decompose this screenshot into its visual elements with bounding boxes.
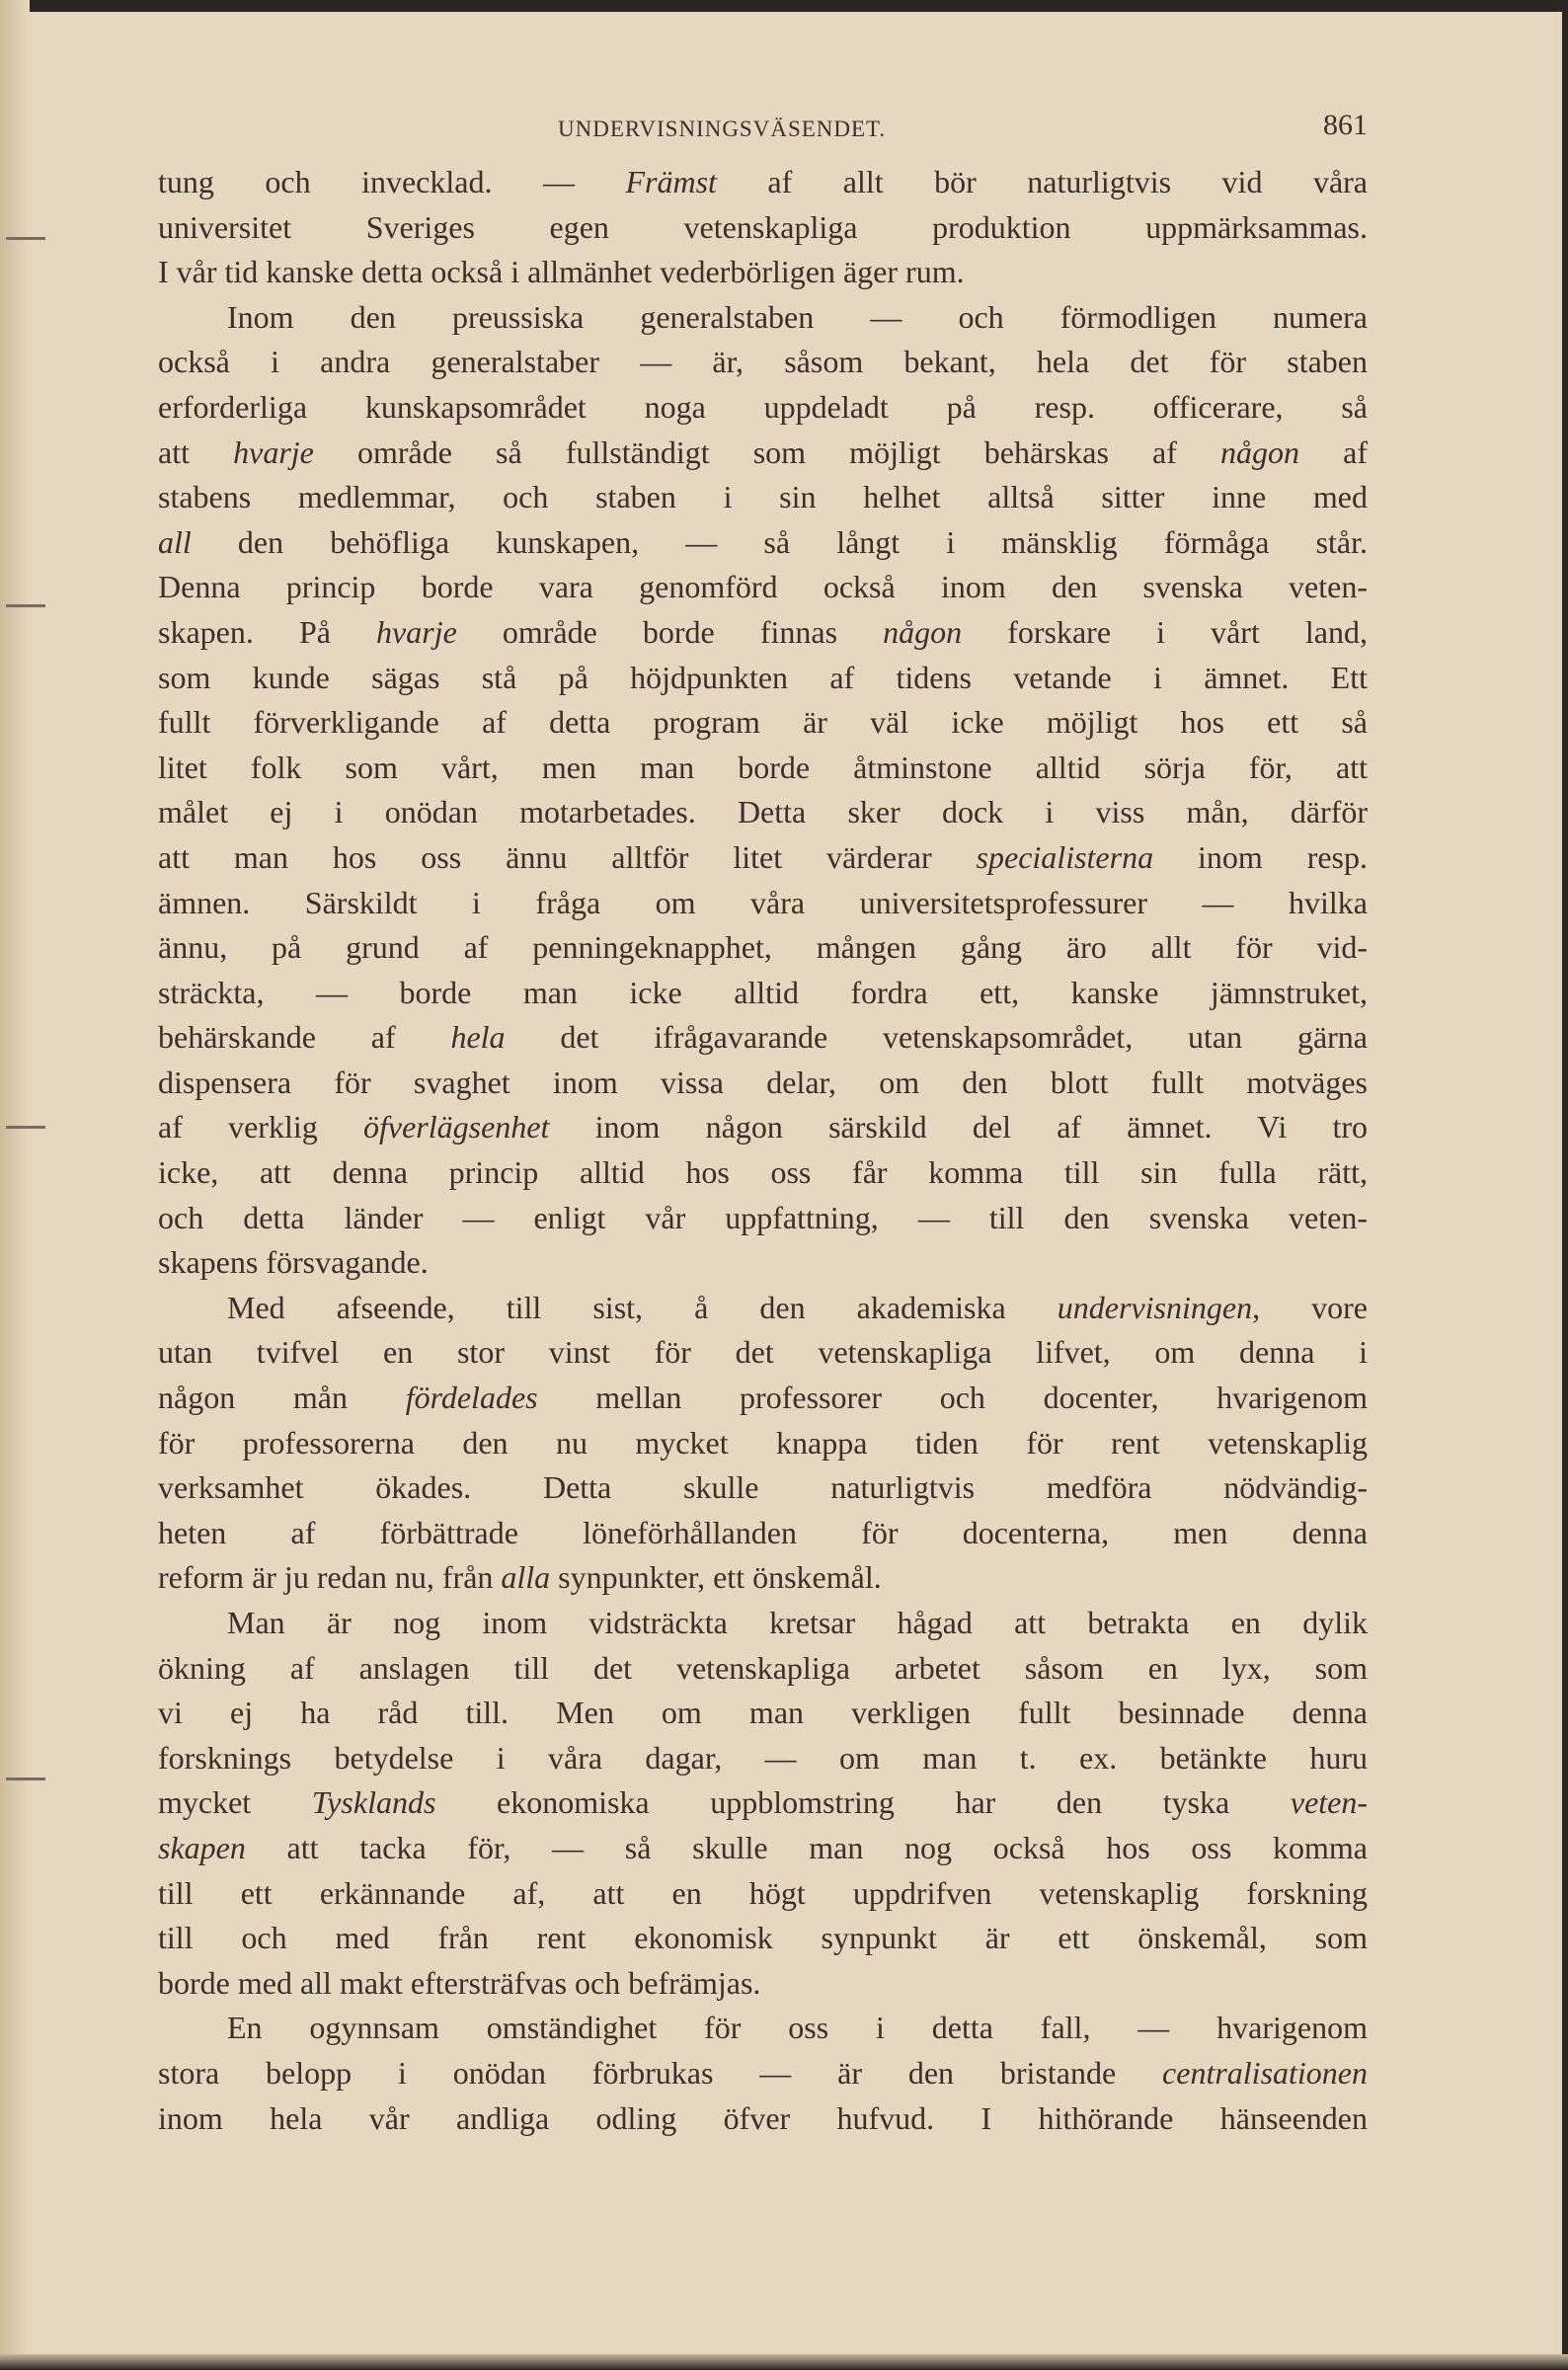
scan-right-border bbox=[1562, 0, 1568, 2370]
text-line bbox=[158, 1511, 1368, 1556]
text-segment: heten af förbättrade löneförhållanden för docenterna, men denna bbox=[158, 1514, 1368, 1550]
text-segment: det ifrågavarande vetenskapsområdet, utan gärna bbox=[505, 1019, 1368, 1056]
text-line bbox=[158, 205, 1368, 251]
text-segment: för professorerna den nu mycket knappa tiden för rent vetenskaplig bbox=[158, 1424, 1368, 1461]
margin-mark bbox=[6, 1778, 45, 1780]
text-line bbox=[158, 1240, 1368, 1286]
text-segment: ekonomiska uppblomstring har den tyska bbox=[435, 1784, 1291, 1821]
italic-text: öfverlägsenhet bbox=[362, 1109, 550, 1146]
text-line bbox=[158, 250, 1368, 295]
text-segment: skapens försvagande. bbox=[158, 1244, 429, 1281]
text-segment: som kunde sägas stå på höjdpunkten af tidens vetande i ämnet. Ett bbox=[158, 659, 1368, 695]
text-line bbox=[158, 1601, 1368, 1646]
text-line bbox=[158, 1015, 1368, 1061]
text-segment: behärskande af bbox=[158, 1019, 451, 1056]
text-line bbox=[158, 1871, 1368, 1917]
text-segment: den behöfliga kunskapen, — så långt i mänsklig förmåga står. bbox=[191, 523, 1368, 560]
text-segment: målet ej i onödan motarbetades. Detta sker dock i viss mån, därför bbox=[158, 794, 1368, 830]
text-segment: Denna princip borde vara genomförd också inom den svenska veten- bbox=[158, 569, 1368, 605]
text-line bbox=[158, 1826, 1368, 1871]
italic-text: Främst bbox=[625, 164, 717, 199]
text-line bbox=[158, 1421, 1368, 1466]
text-line bbox=[158, 475, 1368, 520]
text-line bbox=[158, 1376, 1368, 1421]
text-line bbox=[158, 1736, 1368, 1781]
text-line bbox=[158, 1961, 1368, 2007]
text-segment: sträckta, — borde man icke alltid fordra ett, kanske jämnstruket, bbox=[158, 974, 1368, 1010]
italic-text: veten- bbox=[1290, 1784, 1368, 1821]
text-segment: till ett erkännande af, att en högt uppdrifven vetenskaplig forskning bbox=[158, 1874, 1368, 1911]
text-line bbox=[158, 1465, 1368, 1511]
text-segment: af bbox=[1299, 434, 1368, 470]
text-segment: erforderliga kunskapsområdet noga uppdeladt på resp. officerare, så bbox=[158, 388, 1368, 425]
text-segment: ökning af anslagen till det vetenskapliga arbetet såsom en lyx, som bbox=[158, 1649, 1368, 1686]
text-line bbox=[158, 971, 1368, 1016]
text-line bbox=[158, 925, 1368, 971]
text-line bbox=[158, 431, 1368, 476]
italic-text: fördelades bbox=[405, 1380, 538, 1416]
margin-mark bbox=[6, 1126, 45, 1129]
italic-text: hvarje bbox=[376, 613, 457, 650]
text-segment: af verklig bbox=[158, 1109, 363, 1146]
text-segment: inom någon särskild del af ämnet. Vi tro bbox=[549, 1109, 1368, 1146]
text-segment: af allt bör naturligtvis vid våra bbox=[716, 164, 1368, 199]
text-segment: universitet Sveriges egen vetenskapliga produktion uppmärksammas. bbox=[158, 208, 1368, 245]
text-segment: synpunkter, ett önskemål. bbox=[550, 1559, 882, 1596]
text-segment: vi ej ha råd till. Men om man verkligen fullt besinnade denna bbox=[158, 1695, 1368, 1731]
text-line bbox=[158, 1150, 1368, 1196]
text-line bbox=[158, 610, 1368, 656]
italic-text: hvarje bbox=[233, 434, 314, 470]
margin-mark bbox=[6, 604, 45, 607]
scan-top-border bbox=[0, 0, 1568, 12]
text-line bbox=[158, 700, 1368, 746]
text-line bbox=[158, 835, 1368, 881]
text-segment: område så fullständigt som möjligt behärskas af bbox=[313, 434, 1221, 470]
text-line bbox=[158, 1286, 1368, 1331]
text-segment: inom hela vår andliga odling öfver hufvud. I hithörande hänseenden bbox=[158, 2099, 1368, 2136]
text-line bbox=[158, 1330, 1368, 1376]
text-segment: tung och invecklad. — bbox=[158, 164, 626, 199]
book-page bbox=[158, 109, 1368, 2141]
text-segment: reform är ju redan nu, från bbox=[158, 1559, 502, 1596]
text-line bbox=[158, 1061, 1368, 1106]
italic-text: skapen bbox=[158, 1829, 246, 1865]
text-segment: att bbox=[158, 434, 234, 470]
text-segment: litet folk som vårt, men man borde åtminstone alltid sörja för, att bbox=[158, 749, 1368, 785]
scan-left-margin bbox=[0, 0, 30, 2370]
text-line bbox=[158, 656, 1368, 701]
text-line bbox=[158, 520, 1368, 566]
text-segment: icke, att denna princip alltid hos oss får komma till sin fulla rätt, bbox=[158, 1154, 1368, 1191]
text-segment: mellan professorer och docenter, hvarigenom bbox=[537, 1380, 1368, 1416]
text-segment: borde med all makt eftersträfvas och befrämjas. bbox=[158, 1964, 761, 2001]
text-segment: I vår tid kanske detta också i allmänhet vederbörligen äger rum. bbox=[158, 254, 965, 290]
italic-text: Tysklands bbox=[311, 1784, 436, 1821]
italic-text: centralisationen bbox=[1162, 2054, 1368, 2091]
text-line bbox=[158, 2006, 1368, 2051]
text-segment: inom resp. bbox=[1153, 838, 1368, 875]
page-number: 861 bbox=[1323, 109, 1368, 141]
italic-text: undervisningen bbox=[1057, 1289, 1253, 1325]
text-segment: någon mån bbox=[158, 1380, 406, 1416]
text-line bbox=[158, 1105, 1368, 1150]
text-line bbox=[158, 1196, 1368, 1241]
text-line bbox=[158, 746, 1368, 791]
text-segment: utan tvifvel en stor vinst för det vetenskapliga lifvet, om denna i bbox=[158, 1334, 1368, 1371]
text-line bbox=[158, 160, 1368, 205]
text-segment: mycket bbox=[158, 1784, 312, 1821]
italic-text: specialisterna bbox=[976, 838, 1154, 875]
text-segment: forsknings betydelse i våra dagar, — om man t. ex. betänkte huru bbox=[158, 1739, 1368, 1776]
text-segment: verksamhet ökades. Detta skulle naturligtvis medföra nödvändig- bbox=[158, 1469, 1368, 1506]
text-line bbox=[158, 565, 1368, 610]
text-segment: ännu, på grund af penningeknapphet, mången gång äro allt för vid- bbox=[158, 929, 1368, 966]
text-segment: och detta länder — enligt vår uppfattning, — till den svenska veten- bbox=[158, 1199, 1368, 1235]
italic-text: någon bbox=[883, 613, 963, 650]
text-segment: forskare i vårt land, bbox=[962, 613, 1368, 650]
italic-text: någon bbox=[1220, 434, 1300, 470]
text-segment: stora belopp i onödan förbrukas — är den bristande bbox=[158, 2054, 1163, 2091]
text-segment: , vore bbox=[1252, 1289, 1368, 1325]
text-line bbox=[158, 881, 1368, 926]
running-head: UNDERVISNINGSVÄSENDET. bbox=[558, 117, 887, 141]
margin-mark bbox=[6, 237, 45, 240]
italic-text: all bbox=[158, 523, 192, 560]
page-header bbox=[158, 109, 1368, 160]
text-line bbox=[158, 1555, 1368, 1601]
text-line bbox=[158, 1916, 1368, 1961]
body-text bbox=[158, 160, 1368, 2141]
text-segment: skapen. På bbox=[158, 613, 377, 650]
text-line bbox=[158, 790, 1368, 835]
text-line bbox=[158, 2051, 1368, 2096]
text-segment: till och med från rent ekonomisk synpunkt är ett önskemål, som bbox=[158, 1920, 1368, 1956]
text-segment: Man är nog inom vidsträckta kretsar hågad att betrakta en dylik bbox=[227, 1605, 1368, 1640]
text-segment: att man hos oss ännu alltför litet värderar bbox=[158, 838, 977, 875]
text-line bbox=[158, 1646, 1368, 1692]
text-segment: fullt förverkligande af detta program är väl icke möjligt hos ett så bbox=[158, 704, 1368, 741]
text-line bbox=[158, 1780, 1368, 1826]
text-segment: En ogynnsam omständighet för oss i detta fall, — hvarigenom bbox=[227, 2010, 1368, 2046]
text-segment: område borde finnas bbox=[456, 613, 884, 650]
text-segment: dispensera för svaghet inom vissa delar, om den blott fullt motväges bbox=[158, 1064, 1368, 1100]
text-segment: att tacka för, — så skulle man nog också hos oss komma bbox=[245, 1829, 1368, 1865]
text-line bbox=[158, 2096, 1368, 2142]
text-segment: också i andra generalstaber — är, såsom bekant, hela det för staben bbox=[158, 344, 1368, 380]
italic-text: alla bbox=[501, 1559, 551, 1596]
text-line bbox=[158, 340, 1368, 385]
text-segment: Med afseende, till sist, å den akademiska bbox=[227, 1289, 1058, 1325]
text-segment: stabens medlemmar, och staben i sin helhet alltså sitter inne med bbox=[158, 479, 1368, 515]
text-segment: ämnen. Särskildt i fråga om våra universitetsprofessurer — hvilka bbox=[158, 884, 1368, 920]
text-line bbox=[158, 1691, 1368, 1736]
italic-text: hela bbox=[450, 1019, 506, 1056]
scan-bottom-border bbox=[0, 2354, 1568, 2370]
text-segment: Inom den preussiska generalstaben — och förmodligen numera bbox=[227, 298, 1368, 335]
text-line bbox=[158, 295, 1368, 341]
text-line bbox=[158, 385, 1368, 431]
